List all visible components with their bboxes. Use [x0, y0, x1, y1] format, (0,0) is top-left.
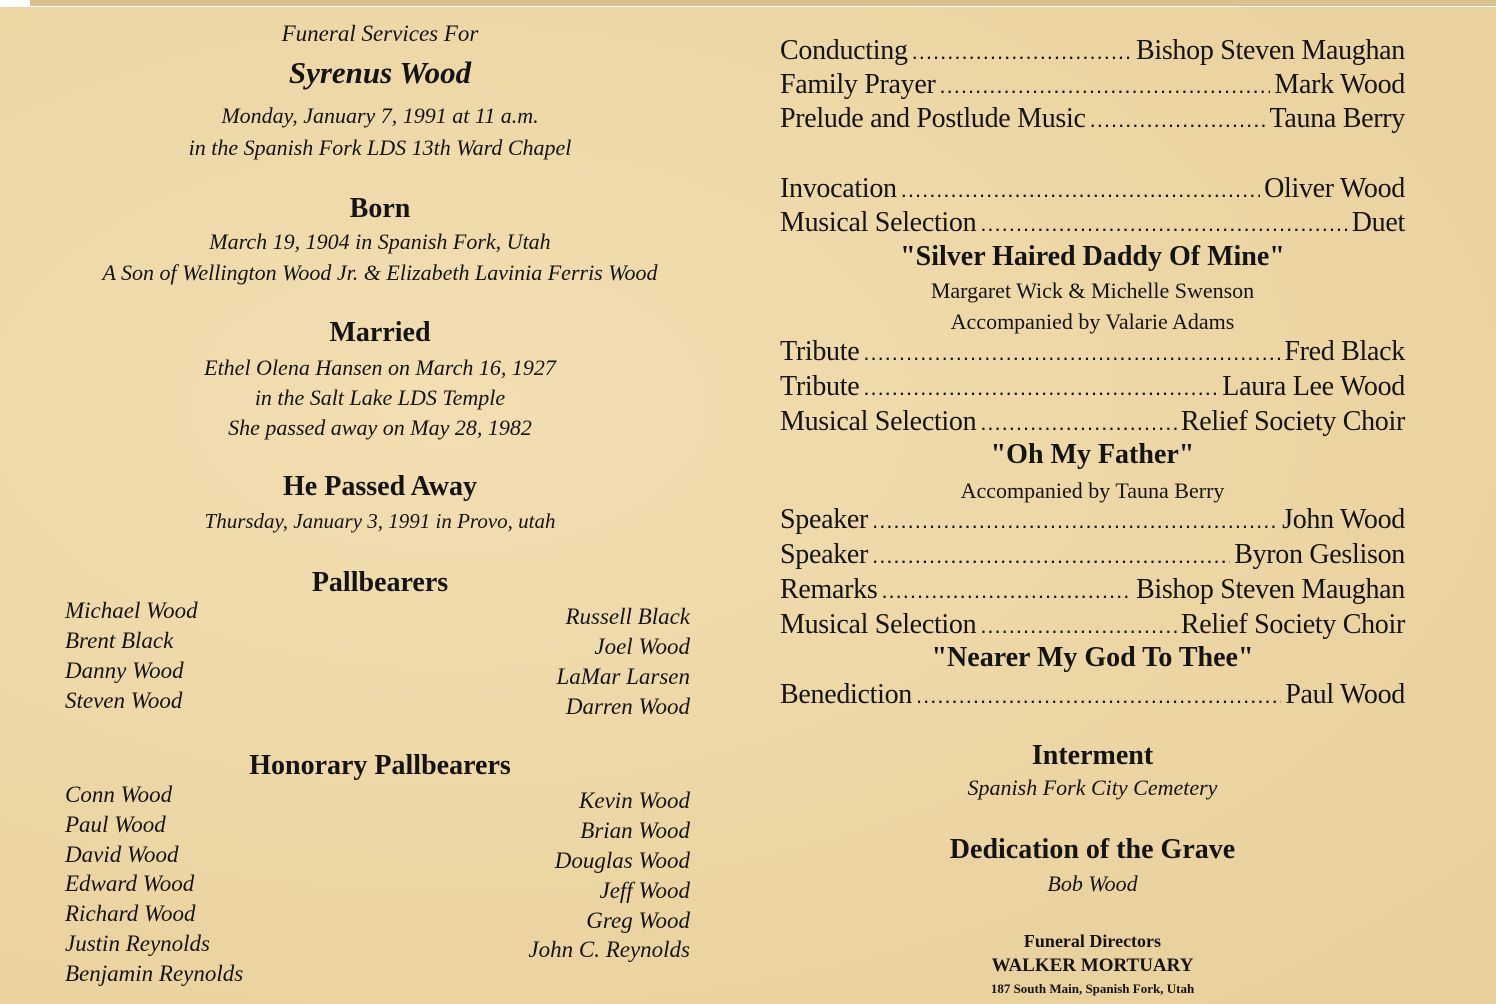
program-person: Relief Society Choir: [1180, 609, 1405, 640]
program-row-musical-selection: [780, 406, 1405, 440]
interment-heading: Interment: [1031, 740, 1154, 771]
program-role: Tribute: [780, 371, 860, 402]
song-accompanist: Accompanied by Valarie Adams: [950, 309, 1235, 334]
program-row-speaker: [780, 504, 1405, 538]
song-title: "Silver Haired Daddy Of Mine": [900, 241, 1285, 272]
program-role: Family Prayer: [780, 69, 936, 100]
program-person: John Wood: [1282, 504, 1405, 535]
program-person: Oliver Wood: [1264, 173, 1405, 204]
program-person: Fred Black: [1284, 336, 1405, 367]
honorary-name: Douglas Wood: [554, 848, 690, 873]
born-heading: Born: [349, 193, 411, 224]
program-role: Conducting: [780, 35, 908, 66]
pallbearer-name: Russell Black: [565, 604, 690, 629]
funeral-program-page: [0, 7, 1496, 1004]
married-place: in the Salt Lake LDS Temple: [254, 385, 506, 410]
song-title: "Oh My Father": [990, 439, 1195, 470]
honorary-name: John C. Reynolds: [528, 937, 690, 962]
honorary-name: Greg Wood: [586, 908, 690, 933]
program-person: Relief Society Choir: [1180, 406, 1405, 437]
program-role: Tribute: [780, 336, 860, 367]
program-row-tribute: [780, 336, 1405, 370]
top-edge-strip: [30, 0, 1496, 6]
spouse-death: She passed away on May 28, 1982: [228, 415, 532, 440]
program-row-prelude: [780, 103, 1405, 137]
honorary-name: Justin Reynolds: [65, 931, 210, 956]
honorary-name: Edward Wood: [65, 871, 195, 896]
honorary-heading: Honorary Pallbearers: [249, 750, 511, 781]
dot-leader: [980, 613, 1177, 639]
service-location: in the Spanish Fork LDS 13th Ward Chapel: [188, 135, 572, 160]
dedication-heading: Dedication of the Grave: [949, 834, 1236, 865]
program-person: Paul Wood: [1285, 679, 1405, 710]
top-edge: [0, 0, 1496, 7]
dot-leader: [901, 177, 1260, 203]
program-role: Speaker: [780, 539, 869, 570]
program-person: Laura Lee Wood: [1222, 371, 1405, 402]
honorary-name: Paul Wood: [65, 812, 166, 837]
program-role: Invocation: [780, 173, 897, 204]
program-row-musical-selection: [780, 207, 1405, 241]
program-person: Bishop Steven Maughan: [1135, 35, 1405, 66]
passed-heading: He Passed Away: [283, 471, 477, 502]
honorary-name: David Wood: [65, 842, 179, 867]
honorary-name: Brian Wood: [580, 818, 690, 843]
program-role: Prelude and Postlude Music: [780, 103, 1086, 134]
dot-leader: [940, 73, 1271, 99]
dot-leader: [881, 578, 1132, 604]
program-person: Byron Geslison: [1234, 539, 1405, 570]
program-role: Musical Selection: [780, 207, 977, 238]
born-parents: A Son of Wellington Wood Jr. & Elizabeth Lavinia Ferris Wood: [102, 260, 658, 285]
honorary-name: Benjamin Reynolds: [65, 961, 244, 986]
program-row-tribute: [780, 371, 1405, 405]
mortuary-address: 187 South Main, Spanish Fork, Utah: [990, 981, 1195, 996]
pallbearer-name: Joel Wood: [594, 634, 690, 659]
program-row-conducting: [780, 35, 1405, 69]
song-performers: Margaret Wick & Michelle Swenson: [930, 278, 1255, 303]
dot-leader: [872, 508, 1278, 534]
pallbearer-name: Danny Wood: [65, 658, 184, 683]
dot-leader: [872, 543, 1230, 569]
interment-place: Spanish Fork City Cemetery: [967, 775, 1218, 800]
program-row-benediction: [780, 679, 1405, 713]
program-row-speaker: [780, 539, 1405, 573]
dot-leader: [916, 683, 1281, 709]
married-spouse: Ethel Olena Hansen on March 16, 1927: [204, 355, 556, 380]
program-person: Mark Wood: [1274, 69, 1405, 100]
passed-date: Thursday, January 3, 1991 in Provo, utah: [204, 509, 556, 533]
program-row-remarks: [780, 574, 1405, 608]
services-title: Funeral Services For: [281, 21, 479, 46]
program-person: Duet: [1351, 207, 1405, 238]
dot-leader: [863, 340, 1280, 366]
pallbearer-name: Michael Wood: [65, 598, 198, 623]
dedication-by: Bob Wood: [1047, 871, 1138, 896]
program-person: Bishop Steven Maughan: [1135, 574, 1405, 605]
song-accompanist: Accompanied by Tauna Berry: [960, 478, 1225, 503]
mortuary-name: WALKER MORTUARY: [991, 955, 1194, 976]
dot-leader: [1090, 107, 1266, 133]
deceased-name: Syrenus Wood: [288, 55, 472, 90]
program-role: Musical Selection: [780, 406, 977, 437]
program-row-musical-selection: [780, 609, 1405, 643]
program-row-family-prayer: [780, 69, 1405, 103]
honorary-name: Conn Wood: [65, 782, 173, 807]
pallbearer-name: Darren Wood: [565, 694, 690, 719]
honorary-name: Richard Wood: [65, 901, 196, 926]
program-role: Musical Selection: [780, 609, 977, 640]
honorary-name: Jeff Wood: [599, 878, 690, 903]
honorary-name: Kevin Wood: [579, 788, 690, 813]
program-row-invocation: [780, 173, 1405, 207]
dot-leader: [863, 375, 1218, 401]
born-date: March 19, 1904 in Spanish Fork, Utah: [209, 229, 551, 254]
pallbearer-name: Steven Wood: [65, 688, 183, 713]
song-title: "Nearer My God To Thee": [931, 642, 1254, 673]
dot-leader: [912, 39, 1132, 65]
pallbearer-name: LaMar Larsen: [556, 664, 690, 689]
pallbearers-heading: Pallbearers: [311, 567, 449, 598]
program-person: Tauna Berry: [1269, 103, 1405, 134]
program-role: Remarks: [780, 574, 878, 605]
service-date: Monday, January 7, 1991 at 11 a.m.: [221, 103, 539, 128]
dot-leader: [980, 410, 1177, 436]
program-role: Benediction: [780, 679, 912, 710]
pallbearer-name: Brent Black: [65, 628, 174, 653]
dot-leader: [980, 211, 1347, 237]
program-role: Speaker: [780, 504, 869, 535]
married-heading: Married: [329, 317, 431, 348]
funeral-directors-label: Funeral Directors: [1023, 931, 1162, 951]
